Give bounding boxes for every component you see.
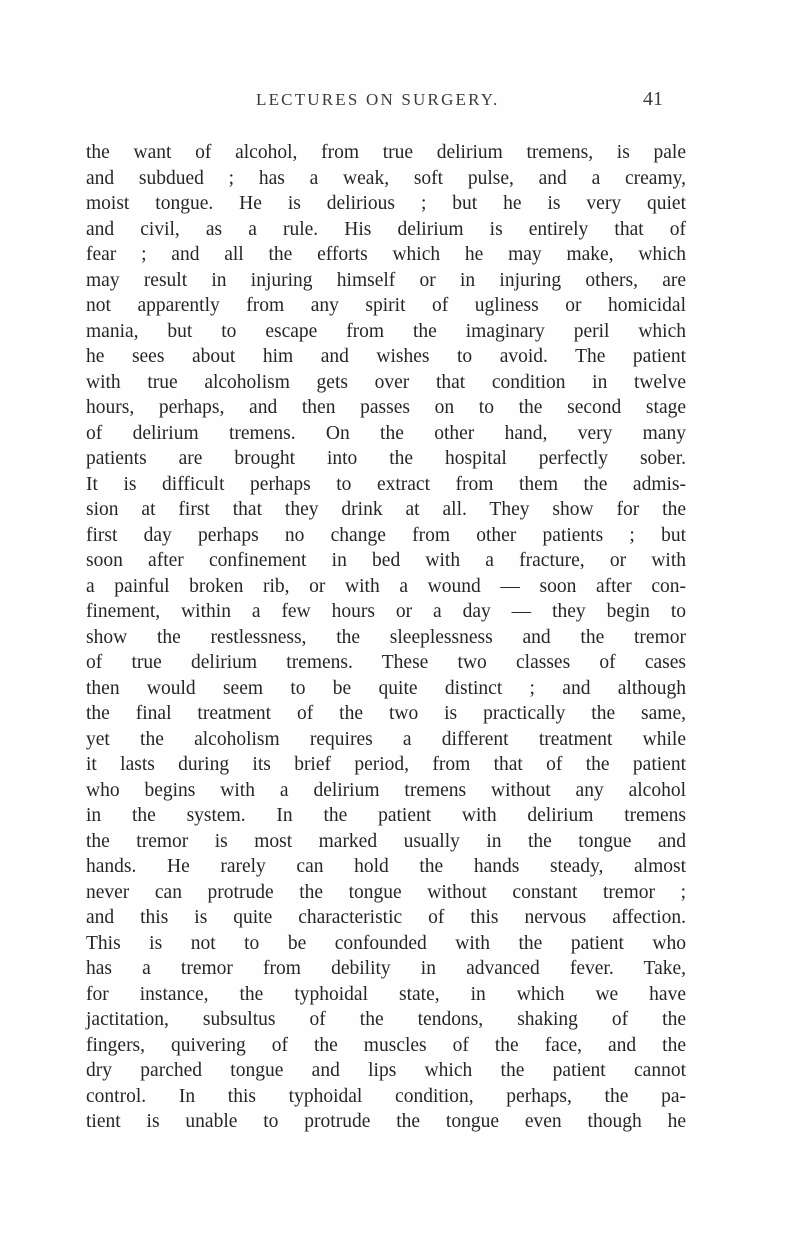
text-line: patients are brought into the hospital perfectly sober. bbox=[86, 448, 686, 469]
text-line: it lasts during its brief period, from that of the patient bbox=[86, 754, 686, 775]
text-line: and civil, as a rule. His delirium is entirely that of bbox=[86, 218, 686, 240]
text-line: yet the alcoholism requires a different treatment while bbox=[86, 728, 686, 750]
text-line: sion at first that they drink at all. They show for the bbox=[86, 499, 686, 520]
text-line: who begins with a delirium tremens without any alcohol bbox=[86, 779, 686, 801]
text-line: tient is unable to protrude the tongue even though he bbox=[86, 1111, 686, 1132]
text-line: fear ; and all the efforts which he may make, which bbox=[86, 244, 686, 265]
text-line: It is difficult perhaps to extract from them the admis- bbox=[86, 473, 686, 495]
text-line: of delirium tremens. On the other hand, very many bbox=[86, 422, 686, 444]
text-line: not apparently from any spirit of ugliness or homicidal bbox=[86, 295, 686, 316]
text-line: moist tongue. He is delirious ; but he is very quiet bbox=[86, 193, 686, 214]
text-line: with true alcoholism gets over that condition in twelve bbox=[86, 371, 686, 393]
page-header bbox=[0, 90, 800, 112]
text-line: the final treatment of the two is practically the same, bbox=[86, 703, 686, 724]
text-line: hours, perhaps, and then passes on to the second stage bbox=[86, 397, 686, 418]
text-line: and this is quite characteristic of this nervous affection. bbox=[86, 907, 686, 928]
page-number: 41 bbox=[643, 88, 663, 110]
text-line: This is not to be confounded with the patient who bbox=[86, 932, 686, 954]
text-line: the tremor is most marked usually in the tongue and bbox=[86, 830, 686, 852]
text-line: for instance, the typhoidal state, in which we have bbox=[86, 983, 686, 1005]
text-line: soon after confinement in bed with a fracture, or with bbox=[86, 550, 686, 571]
text-line: fingers, quivering of the muscles of the face, and the bbox=[86, 1034, 686, 1056]
text-line: jactitation, subsultus of the tendons, shaking of the bbox=[86, 1009, 686, 1030]
text-line: has a tremor from debility in advanced fever. Take, bbox=[86, 958, 686, 979]
text-line: in the system. In the patient with delirium tremens bbox=[86, 805, 686, 826]
body-text bbox=[86, 140, 686, 1135]
text-line: a painful broken rib, or with a wound — soon after con- bbox=[86, 575, 686, 597]
text-line: and subdued ; has a weak, soft pulse, and a creamy, bbox=[86, 167, 686, 189]
text-line: of true delirium tremens. These two classes of cases bbox=[86, 652, 686, 673]
text-line: hands. He rarely can hold the hands steady, almost bbox=[86, 856, 686, 877]
text-line: show the restlessness, the sleeplessness and the tremor bbox=[86, 626, 686, 648]
text-line: the want of alcohol, from true delirium tremens, is pale bbox=[86, 142, 686, 163]
text-line: first day perhaps no change from other patients ; but bbox=[86, 524, 686, 546]
text-line: mania, but to escape from the imaginary peril which bbox=[86, 320, 686, 342]
running-title: LECTURES ON SURGERY. bbox=[256, 90, 500, 109]
text-line: finement, within a few hours or a day — they begin to bbox=[86, 601, 686, 622]
text-line: may result in injuring himself or in injuring others, are bbox=[86, 269, 686, 291]
text-line: control. In this typhoidal condition, perhaps, the pa- bbox=[86, 1085, 686, 1107]
text-line: dry parched tongue and lips which the patient cannot bbox=[86, 1060, 686, 1081]
text-line: never can protrude the tongue without constant tremor ; bbox=[86, 881, 686, 903]
text-line: he sees about him and wishes to avoid. The patient bbox=[86, 346, 686, 367]
text-line: then would seem to be quite distinct ; and although bbox=[86, 677, 686, 699]
